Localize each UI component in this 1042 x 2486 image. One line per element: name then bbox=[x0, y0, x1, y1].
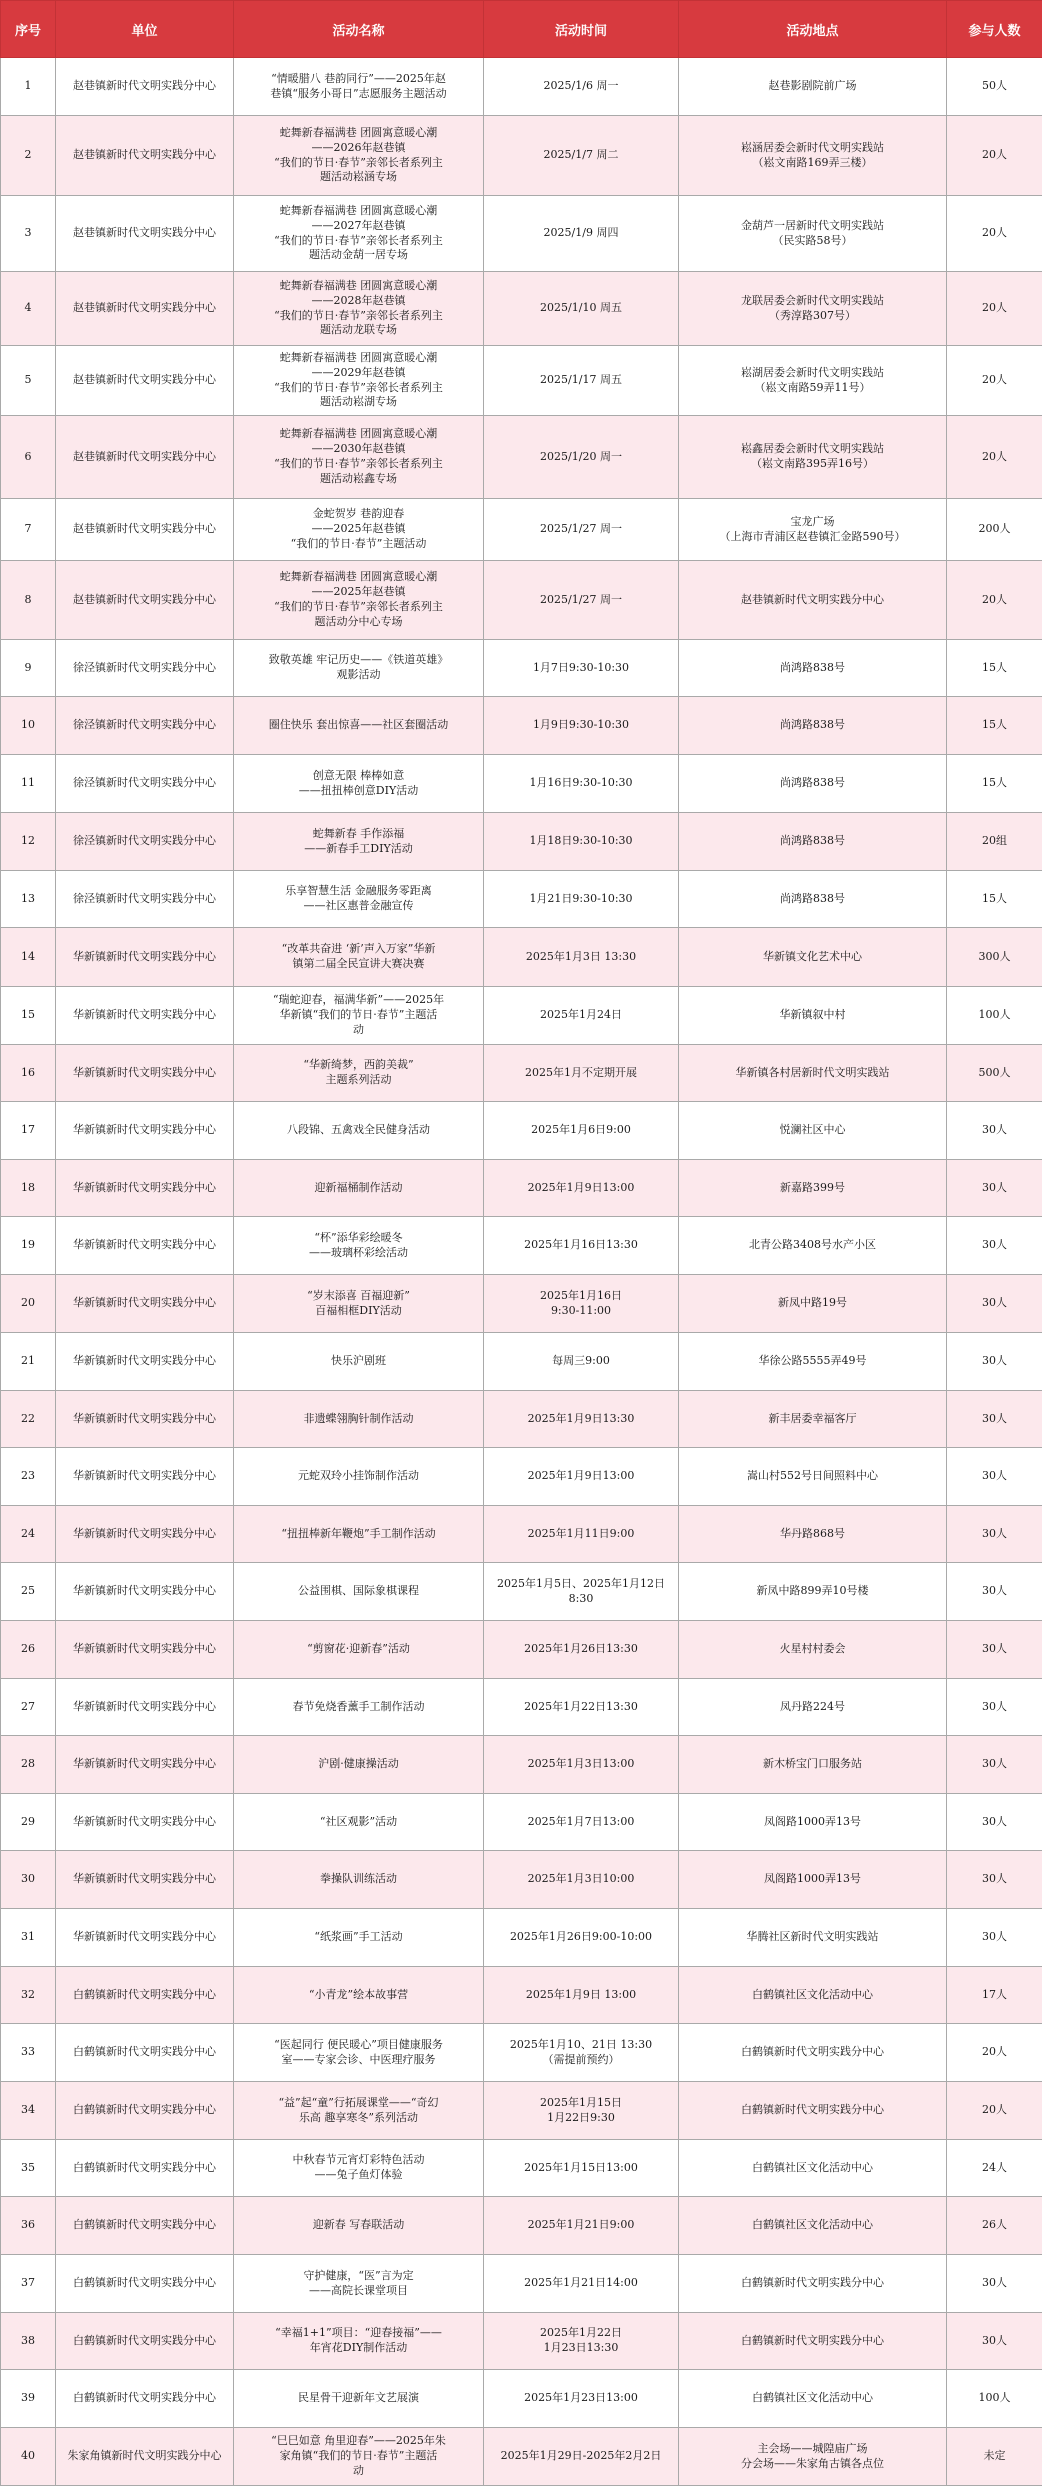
table-row bbox=[1, 1391, 1042, 1448]
cell-time: 2025年1月21日9:00 bbox=[484, 2197, 679, 2255]
cell-count: 30人 bbox=[947, 1794, 1042, 1851]
cell-unit: 华新镇新时代文明实践分中心 bbox=[56, 1102, 234, 1160]
table-row bbox=[1, 1967, 1042, 2024]
cell-no: 37 bbox=[1, 2255, 56, 2313]
cell-name: 春节免烧香薰手工制作活动 bbox=[234, 1679, 484, 1736]
cell-unit: 华新镇新时代文明实践分中心 bbox=[56, 1851, 234, 1909]
cell-no: 36 bbox=[1, 2197, 56, 2255]
cell-place: 白鹤镇社区文化活动中心 bbox=[679, 2370, 947, 2428]
cell-count: 20组 bbox=[947, 813, 1042, 871]
cell-no: 21 bbox=[1, 1333, 56, 1391]
cell-no: 13 bbox=[1, 871, 56, 928]
cell-place: 尚鸿路838号 bbox=[679, 697, 947, 755]
cell-time: 1月21日9:30-10:30 bbox=[484, 871, 679, 928]
cell-no: 26 bbox=[1, 1621, 56, 1679]
cell-count: 15人 bbox=[947, 871, 1042, 928]
cell-count: 17人 bbox=[947, 1967, 1042, 2024]
cell-time: 2025年1月3日10:00 bbox=[484, 1851, 679, 1909]
cell-time: 2025年1月9日13:30 bbox=[484, 1391, 679, 1448]
cell-unit: 赵巷镇新时代文明实践分中心 bbox=[56, 196, 234, 272]
cell-unit: 徐泾镇新时代文明实践分中心 bbox=[56, 755, 234, 813]
cell-unit: 华新镇新时代文明实践分中心 bbox=[56, 1909, 234, 1967]
cell-place: 崧涵居委会新时代文明实践站 （崧文南路169弄三楼） bbox=[679, 116, 947, 196]
table-row bbox=[1, 58, 1042, 116]
table-row bbox=[1, 755, 1042, 813]
cell-name: 中秋春节元宵灯彩特色活动 ——兔子鱼灯体验 bbox=[234, 2140, 484, 2197]
cell-name: 蛇舞新春福满巷 团圆寓意暖心潮 ——2030年赵巷镇 “我们的节日·春节”亲邻长者系列主 题活动崧鑫专场 bbox=[234, 416, 484, 499]
cell-count: 20人 bbox=[947, 561, 1042, 640]
cell-time: 2025年1月23日13:00 bbox=[484, 2370, 679, 2428]
table-row bbox=[1, 2024, 1042, 2082]
cell-time: 2025/1/17 周五 bbox=[484, 346, 679, 416]
cell-time: 1月16日9:30-10:30 bbox=[484, 755, 679, 813]
cell-no: 11 bbox=[1, 755, 56, 813]
cell-count: 30人 bbox=[947, 1333, 1042, 1391]
cell-time: 2025年1月3日 13:30 bbox=[484, 928, 679, 987]
cell-name: 八段锦、五禽戏全民健身活动 bbox=[234, 1102, 484, 1160]
table-row bbox=[1, 2313, 1042, 2370]
cell-name: 金蛇贺岁 巷韵迎春 ——2025年赵巷镇 “我们的节日·春节”主题活动 bbox=[234, 499, 484, 561]
cell-unit: 白鹤镇新时代文明实践分中心 bbox=[56, 1967, 234, 2024]
cell-unit: 赵巷镇新时代文明实践分中心 bbox=[56, 346, 234, 416]
cell-time: 2025年1月15日13:00 bbox=[484, 2140, 679, 2197]
cell-count: 30人 bbox=[947, 1217, 1042, 1275]
cell-place: 白鹤镇社区文化活动中心 bbox=[679, 1967, 947, 2024]
cell-no: 38 bbox=[1, 2313, 56, 2370]
cell-place: 新嘉路399号 bbox=[679, 1160, 947, 1217]
cell-name: 乐享智慧生活 金融服务零距离 ——社区惠普金融宣传 bbox=[234, 871, 484, 928]
cell-time: 2025年1月24日 bbox=[484, 987, 679, 1045]
table-row bbox=[1, 1621, 1042, 1679]
table-row bbox=[1, 2370, 1042, 2428]
cell-unit: 华新镇新时代文明实践分中心 bbox=[56, 1621, 234, 1679]
cell-count: 30人 bbox=[947, 2255, 1042, 2313]
cell-place: 宝龙广场 （上海市青浦区赵巷镇汇金路590号） bbox=[679, 499, 947, 561]
cell-time: 每周三9:00 bbox=[484, 1333, 679, 1391]
cell-count: 200人 bbox=[947, 499, 1042, 561]
cell-time: 2025/1/6 周一 bbox=[484, 58, 679, 116]
cell-name: 圈住快乐 套出惊喜——社区套圈活动 bbox=[234, 697, 484, 755]
cell-unit: 徐泾镇新时代文明实践分中心 bbox=[56, 871, 234, 928]
cell-time: 1月9日9:30-10:30 bbox=[484, 697, 679, 755]
cell-no: 22 bbox=[1, 1391, 56, 1448]
cell-unit: 赵巷镇新时代文明实践分中心 bbox=[56, 58, 234, 116]
cell-no: 32 bbox=[1, 1967, 56, 2024]
cell-name: 创意无限 棒棒如意 ——扭扭棒创意DIY活动 bbox=[234, 755, 484, 813]
cell-count: 30人 bbox=[947, 1909, 1042, 1967]
cell-no: 40 bbox=[1, 2428, 56, 2486]
table-row bbox=[1, 1851, 1042, 1909]
cell-no: 15 bbox=[1, 987, 56, 1045]
table-row bbox=[1, 1448, 1042, 1506]
cell-name: 元蛇双玲小挂饰制作活动 bbox=[234, 1448, 484, 1506]
cell-name: 非遗蝶翎胸针制作活动 bbox=[234, 1391, 484, 1448]
cell-no: 25 bbox=[1, 1563, 56, 1621]
cell-unit: 白鹤镇新时代文明实践分中心 bbox=[56, 2140, 234, 2197]
cell-no: 23 bbox=[1, 1448, 56, 1506]
cell-place: 崧湖居委会新时代文明实践站 （崧文南路59弄11号） bbox=[679, 346, 947, 416]
cell-name: “益”起“童”行拓展课堂——“奇幻 乐高 趣享寒冬”系列活动 bbox=[234, 2082, 484, 2140]
cell-name: 蛇舞新春福满巷 团圆寓意暖心潮 ——2029年赵巷镇 “我们的节日·春节”亲邻长者系列主 题活动崧湖专场 bbox=[234, 346, 484, 416]
cell-place: 主会场——城隍庙广场 分会场——朱家角古镇各点位 bbox=[679, 2428, 947, 2486]
cell-no: 31 bbox=[1, 1909, 56, 1967]
cell-place: 悦澜社区中心 bbox=[679, 1102, 947, 1160]
cell-time: 2025/1/9 周四 bbox=[484, 196, 679, 272]
cell-no: 20 bbox=[1, 1275, 56, 1333]
table-row bbox=[1, 640, 1042, 697]
cell-name: 沪剧·健康操活动 bbox=[234, 1736, 484, 1794]
cell-name: 迎新春 写春联活动 bbox=[234, 2197, 484, 2255]
cell-time: 2025年1月9日13:00 bbox=[484, 1160, 679, 1217]
cell-no: 33 bbox=[1, 2024, 56, 2082]
cell-count: 15人 bbox=[947, 640, 1042, 697]
header-place: 活动地点 bbox=[679, 1, 947, 58]
cell-name: 蛇舞新春 手作添福 ——新春手工DIY活动 bbox=[234, 813, 484, 871]
table-row bbox=[1, 1045, 1042, 1102]
cell-no: 39 bbox=[1, 2370, 56, 2428]
cell-no: 1 bbox=[1, 58, 56, 116]
table-row bbox=[1, 813, 1042, 871]
cell-time: 2025年1月10、21日 13:30 （需提前预约） bbox=[484, 2024, 679, 2082]
cell-no: 24 bbox=[1, 1506, 56, 1563]
table-row bbox=[1, 346, 1042, 416]
header-no: 序号 bbox=[1, 1, 56, 58]
cell-time: 2025年1月6日9:00 bbox=[484, 1102, 679, 1160]
cell-no: 17 bbox=[1, 1102, 56, 1160]
cell-count: 15人 bbox=[947, 697, 1042, 755]
table-row bbox=[1, 928, 1042, 987]
cell-unit: 华新镇新时代文明实践分中心 bbox=[56, 1794, 234, 1851]
cell-count: 30人 bbox=[947, 1679, 1042, 1736]
table-row bbox=[1, 2428, 1042, 2486]
cell-time: 2025年1月11日9:00 bbox=[484, 1506, 679, 1563]
cell-unit: 华新镇新时代文明实践分中心 bbox=[56, 928, 234, 987]
cell-no: 30 bbox=[1, 1851, 56, 1909]
cell-count: 20人 bbox=[947, 116, 1042, 196]
table-row bbox=[1, 1909, 1042, 1967]
cell-count: 30人 bbox=[947, 1275, 1042, 1333]
cell-place: 凤阁路1000弄13号 bbox=[679, 1794, 947, 1851]
cell-place: 金葫芦一居新时代文明实践站 （民实路58号） bbox=[679, 196, 947, 272]
table-row bbox=[1, 196, 1042, 272]
cell-no: 28 bbox=[1, 1736, 56, 1794]
cell-place: 新丰居委幸福客厅 bbox=[679, 1391, 947, 1448]
cell-name: “改革共奋进 ‘新’声入万家”华新 镇第二届全民宣讲大赛决赛 bbox=[234, 928, 484, 987]
cell-place: 凤丹路224号 bbox=[679, 1679, 947, 1736]
cell-place: 白鹤镇社区文化活动中心 bbox=[679, 2197, 947, 2255]
cell-place: 火星村村委会 bbox=[679, 1621, 947, 1679]
cell-count: 30人 bbox=[947, 1160, 1042, 1217]
cell-no: 2 bbox=[1, 116, 56, 196]
cell-time: 2025/1/20 周一 bbox=[484, 416, 679, 499]
cell-time: 1月18日9:30-10:30 bbox=[484, 813, 679, 871]
cell-unit: 华新镇新时代文明实践分中心 bbox=[56, 1563, 234, 1621]
table-row bbox=[1, 1506, 1042, 1563]
cell-no: 19 bbox=[1, 1217, 56, 1275]
cell-count: 30人 bbox=[947, 2313, 1042, 2370]
cell-place: 华新镇各村居新时代文明实践站 bbox=[679, 1045, 947, 1102]
cell-place: 尚鸿路838号 bbox=[679, 813, 947, 871]
cell-no: 18 bbox=[1, 1160, 56, 1217]
cell-time: 2025/1/7 周二 bbox=[484, 116, 679, 196]
cell-unit: 白鹤镇新时代文明实践分中心 bbox=[56, 2313, 234, 2370]
cell-name: “杯”添华彩绘暖冬 ——玻璃杯彩绘活动 bbox=[234, 1217, 484, 1275]
cell-count: 30人 bbox=[947, 1391, 1042, 1448]
table-row bbox=[1, 561, 1042, 640]
cell-count: 20人 bbox=[947, 196, 1042, 272]
table-row bbox=[1, 272, 1042, 346]
table-row bbox=[1, 1160, 1042, 1217]
cell-unit: 赵巷镇新时代文明实践分中心 bbox=[56, 272, 234, 346]
header-name: 活动名称 bbox=[234, 1, 484, 58]
cell-unit: 华新镇新时代文明实践分中心 bbox=[56, 1217, 234, 1275]
header-count: 参与人数 bbox=[947, 1, 1042, 58]
cell-count: 30人 bbox=[947, 1563, 1042, 1621]
table-row bbox=[1, 2197, 1042, 2255]
cell-place: 白鹤镇新时代文明实践分中心 bbox=[679, 2313, 947, 2370]
cell-name: “瑞蛇迎春，福满华新”——2025年 华新镇“我们的节日·春节”主题活 动 bbox=[234, 987, 484, 1045]
cell-place: 华丹路868号 bbox=[679, 1506, 947, 1563]
cell-no: 9 bbox=[1, 640, 56, 697]
table-row bbox=[1, 1333, 1042, 1391]
cell-unit: 华新镇新时代文明实践分中心 bbox=[56, 1275, 234, 1333]
cell-unit: 白鹤镇新时代文明实践分中心 bbox=[56, 2370, 234, 2428]
cell-time: 2025年1月15日 1月22日9:30 bbox=[484, 2082, 679, 2140]
cell-name: “岁末添喜 百福迎新” 百福相框DIY活动 bbox=[234, 1275, 484, 1333]
cell-no: 4 bbox=[1, 272, 56, 346]
cell-time: 1月7日9:30-10:30 bbox=[484, 640, 679, 697]
cell-time: 2025年1月5日、2025年1月12日 8:30 bbox=[484, 1563, 679, 1621]
cell-unit: 华新镇新时代文明实践分中心 bbox=[56, 1333, 234, 1391]
cell-time: 2025年1月22日 1月23日13:30 bbox=[484, 2313, 679, 2370]
cell-place: 赵巷镇新时代文明实践分中心 bbox=[679, 561, 947, 640]
cell-count: 100人 bbox=[947, 2370, 1042, 2428]
header-unit: 单位 bbox=[56, 1, 234, 58]
cell-unit: 华新镇新时代文明实践分中心 bbox=[56, 1045, 234, 1102]
cell-name: 蛇舞新春福满巷 团圆寓意暖心潮 ——2028年赵巷镇 “我们的节日·春节”亲邻长者系列主 题活动龙联专场 bbox=[234, 272, 484, 346]
table-row bbox=[1, 1102, 1042, 1160]
cell-name: “华新绮梦，西韵美裁” 主题系列活动 bbox=[234, 1045, 484, 1102]
cell-place: 华腾社区新时代文明实践站 bbox=[679, 1909, 947, 1967]
cell-name: 守护健康，“医”言为定 ——高院长课堂项目 bbox=[234, 2255, 484, 2313]
cell-no: 6 bbox=[1, 416, 56, 499]
cell-place: 新凤中路899弄10号楼 bbox=[679, 1563, 947, 1621]
cell-unit: 白鹤镇新时代文明实践分中心 bbox=[56, 2024, 234, 2082]
cell-place: 嵩山村552号日间照料中心 bbox=[679, 1448, 947, 1506]
cell-place: 白鹤镇社区文化活动中心 bbox=[679, 2140, 947, 2197]
cell-unit: 赵巷镇新时代文明实践分中心 bbox=[56, 499, 234, 561]
cell-time: 2025年1月7日13:00 bbox=[484, 1794, 679, 1851]
table-row bbox=[1, 987, 1042, 1045]
cell-time: 2025年1月22日13:30 bbox=[484, 1679, 679, 1736]
cell-no: 3 bbox=[1, 196, 56, 272]
cell-count: 24人 bbox=[947, 2140, 1042, 2197]
cell-name: “纸浆画”手工活动 bbox=[234, 1909, 484, 1967]
cell-time: 2025年1月16日 9:30-11:00 bbox=[484, 1275, 679, 1333]
cell-unit: 赵巷镇新时代文明实践分中心 bbox=[56, 116, 234, 196]
cell-place: 华新镇文化艺术中心 bbox=[679, 928, 947, 987]
table-row bbox=[1, 1794, 1042, 1851]
cell-place: 崧鑫居委会新时代文明实践站 （崧文南路395弄16号） bbox=[679, 416, 947, 499]
header-time: 活动时间 bbox=[484, 1, 679, 58]
cell-unit: 白鹤镇新时代文明实践分中心 bbox=[56, 2255, 234, 2313]
cell-count: 30人 bbox=[947, 1102, 1042, 1160]
cell-name: “医起同行 便民暖心”项目健康服务 室——专家会诊、中医理疗服务 bbox=[234, 2024, 484, 2082]
cell-unit: 华新镇新时代文明实践分中心 bbox=[56, 1679, 234, 1736]
table-row bbox=[1, 1563, 1042, 1621]
cell-time: 2025年1月29日-2025年2月2日 bbox=[484, 2428, 679, 2486]
cell-name: 致敬英雄 牢记历史——《铁道英雄》 观影活动 bbox=[234, 640, 484, 697]
cell-count: 20人 bbox=[947, 272, 1042, 346]
cell-unit: 朱家角镇新时代文明实践分中心 bbox=[56, 2428, 234, 2486]
table-row bbox=[1, 1679, 1042, 1736]
cell-name: “巳巳如意 角里迎春”——2025年朱 家角镇“我们的节日·春节”主题活 动 bbox=[234, 2428, 484, 2486]
cell-no: 14 bbox=[1, 928, 56, 987]
cell-no: 16 bbox=[1, 1045, 56, 1102]
cell-unit: 华新镇新时代文明实践分中心 bbox=[56, 1160, 234, 1217]
cell-name: “情暖腊八 巷韵同行”——2025年赵 巷镇“服务小哥日”志愿服务主题活动 bbox=[234, 58, 484, 116]
cell-place: 龙联居委会新时代文明实践站 （秀淳路307号） bbox=[679, 272, 947, 346]
cell-count: 30人 bbox=[947, 1448, 1042, 1506]
cell-place: 华新镇叙中村 bbox=[679, 987, 947, 1045]
cell-time: 2025年1月9日 13:00 bbox=[484, 1967, 679, 2024]
cell-unit: 华新镇新时代文明实践分中心 bbox=[56, 987, 234, 1045]
cell-no: 12 bbox=[1, 813, 56, 871]
cell-count: 50人 bbox=[947, 58, 1042, 116]
cell-unit: 徐泾镇新时代文明实践分中心 bbox=[56, 697, 234, 755]
cell-unit: 华新镇新时代文明实践分中心 bbox=[56, 1736, 234, 1794]
cell-name: 迎新福桶制作活动 bbox=[234, 1160, 484, 1217]
cell-unit: 白鹤镇新时代文明实践分中心 bbox=[56, 2082, 234, 2140]
table-row bbox=[1, 416, 1042, 499]
cell-name: 民星骨干迎新年文艺展演 bbox=[234, 2370, 484, 2428]
cell-no: 8 bbox=[1, 561, 56, 640]
cell-name: “剪窗花·迎新春”活动 bbox=[234, 1621, 484, 1679]
cell-no: 10 bbox=[1, 697, 56, 755]
cell-count: 300人 bbox=[947, 928, 1042, 987]
cell-name: “社区观影”活动 bbox=[234, 1794, 484, 1851]
cell-time: 2025/1/27 周一 bbox=[484, 561, 679, 640]
cell-count: 20人 bbox=[947, 2082, 1042, 2140]
cell-unit: 华新镇新时代文明实践分中心 bbox=[56, 1506, 234, 1563]
cell-count: 100人 bbox=[947, 987, 1042, 1045]
cell-time: 2025年1月26日9:00-10:00 bbox=[484, 1909, 679, 1967]
cell-no: 34 bbox=[1, 2082, 56, 2140]
cell-place: 尚鸿路838号 bbox=[679, 871, 947, 928]
table-row bbox=[1, 2082, 1042, 2140]
table-row bbox=[1, 2255, 1042, 2313]
cell-place: 白鹤镇新时代文明实践分中心 bbox=[679, 2255, 947, 2313]
cell-place: 尚鸿路838号 bbox=[679, 640, 947, 697]
cell-unit: 赵巷镇新时代文明实践分中心 bbox=[56, 561, 234, 640]
table-row bbox=[1, 1275, 1042, 1333]
cell-no: 27 bbox=[1, 1679, 56, 1736]
cell-time: 2025/1/27 周一 bbox=[484, 499, 679, 561]
cell-unit: 徐泾镇新时代文明实践分中心 bbox=[56, 640, 234, 697]
cell-time: 2025年1月不定期开展 bbox=[484, 1045, 679, 1102]
cell-time: 2025年1月21日14:00 bbox=[484, 2255, 679, 2313]
cell-place: 凤阁路1000弄13号 bbox=[679, 1851, 947, 1909]
cell-place: 赵巷影剧院前广场 bbox=[679, 58, 947, 116]
cell-unit: 白鹤镇新时代文明实践分中心 bbox=[56, 2197, 234, 2255]
table-row bbox=[1, 697, 1042, 755]
cell-time: 2025/1/10 周五 bbox=[484, 272, 679, 346]
cell-unit: 徐泾镇新时代文明实践分中心 bbox=[56, 813, 234, 871]
cell-count: 500人 bbox=[947, 1045, 1042, 1102]
cell-count: 未定 bbox=[947, 2428, 1042, 2486]
table-header-row bbox=[1, 1, 1042, 58]
cell-count: 30人 bbox=[947, 1736, 1042, 1794]
cell-count: 30人 bbox=[947, 1851, 1042, 1909]
cell-name: 蛇舞新春福满巷 团圆寓意暖心潮 ——2025年赵巷镇 “我们的节日·春节”亲邻长者系列主 题活动分中心专场 bbox=[234, 561, 484, 640]
cell-place: 白鹤镇新时代文明实践分中心 bbox=[679, 2024, 947, 2082]
cell-place: 华徐公路5555弄49号 bbox=[679, 1333, 947, 1391]
cell-name: “扭扭棒新年鞭炮”手工制作活动 bbox=[234, 1506, 484, 1563]
cell-place: 新凤中路19号 bbox=[679, 1275, 947, 1333]
cell-no: 5 bbox=[1, 346, 56, 416]
cell-place: 新木桥宝门口服务站 bbox=[679, 1736, 947, 1794]
cell-unit: 华新镇新时代文明实践分中心 bbox=[56, 1448, 234, 1506]
cell-no: 35 bbox=[1, 2140, 56, 2197]
cell-count: 20人 bbox=[947, 416, 1042, 499]
table-row bbox=[1, 2140, 1042, 2197]
cell-place: 尚鸿路838号 bbox=[679, 755, 947, 813]
cell-name: “小青龙”绘本故事营 bbox=[234, 1967, 484, 2024]
cell-count: 20人 bbox=[947, 2024, 1042, 2082]
cell-place: 白鹤镇新时代文明实践分中心 bbox=[679, 2082, 947, 2140]
cell-name: 拳操队训练活动 bbox=[234, 1851, 484, 1909]
cell-unit: 赵巷镇新时代文明实践分中心 bbox=[56, 416, 234, 499]
cell-name: 公益围棋、国际象棋课程 bbox=[234, 1563, 484, 1621]
cell-no: 7 bbox=[1, 499, 56, 561]
cell-name: “幸福1+1”项目：“迎春接福”—— 年宵花DIY制作活动 bbox=[234, 2313, 484, 2370]
cell-count: 20人 bbox=[947, 346, 1042, 416]
cell-name: 蛇舞新春福满巷 团圆寓意暖心潮 ——2027年赵巷镇 “我们的节日·春节”亲邻长者系列主 题活动金葫一居专场 bbox=[234, 196, 484, 272]
table-row bbox=[1, 871, 1042, 928]
cell-unit: 华新镇新时代文明实践分中心 bbox=[56, 1391, 234, 1448]
cell-time: 2025年1月3日13:00 bbox=[484, 1736, 679, 1794]
cell-time: 2025年1月9日13:00 bbox=[484, 1448, 679, 1506]
cell-name: 快乐沪剧班 bbox=[234, 1333, 484, 1391]
table-row bbox=[1, 499, 1042, 561]
cell-place: 北青公路3408号水产小区 bbox=[679, 1217, 947, 1275]
cell-count: 15人 bbox=[947, 755, 1042, 813]
table-row bbox=[1, 1217, 1042, 1275]
cell-count: 30人 bbox=[947, 1621, 1042, 1679]
cell-count: 30人 bbox=[947, 1506, 1042, 1563]
cell-time: 2025年1月26日13:30 bbox=[484, 1621, 679, 1679]
cell-name: 蛇舞新春福满巷 团圆寓意暖心潮 ——2026年赵巷镇 “我们的节日·春节”亲邻长者系列主 题活动崧涵专场 bbox=[234, 116, 484, 196]
table-row bbox=[1, 1736, 1042, 1794]
cell-count: 26人 bbox=[947, 2197, 1042, 2255]
cell-time: 2025年1月16日13:30 bbox=[484, 1217, 679, 1275]
cell-no: 29 bbox=[1, 1794, 56, 1851]
table-row bbox=[1, 116, 1042, 196]
